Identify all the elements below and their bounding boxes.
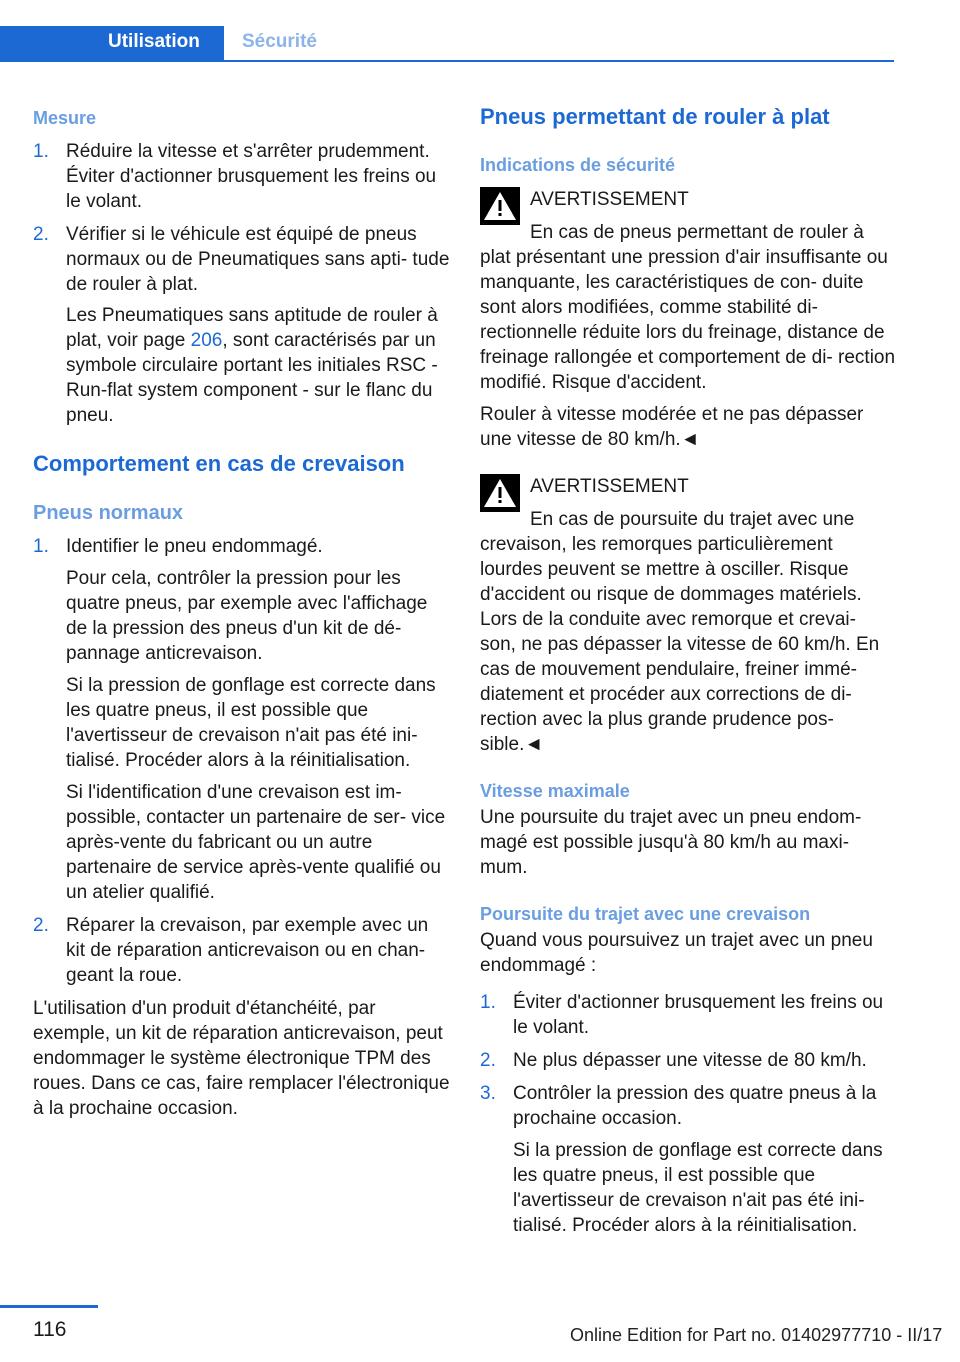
list-subtext: Pour cela, contrôler la pression pour les quatre pneus, par exemple avec l'affichage de la pression des pneus d'un kit de dé‐ pannage anticrevaison.	[66, 568, 428, 664]
section-title: Comportement en cas de crevaison	[33, 451, 405, 476]
list-item	[480, 1081, 896, 1238]
header-divider	[224, 60, 894, 62]
header-tabs	[0, 0, 894, 62]
list-item	[480, 1048, 896, 1073]
right-column	[480, 100, 896, 1238]
list-item	[33, 534, 451, 905]
list-number: 2.	[33, 224, 49, 245]
closing-paragraph: L'utilisation d'un produit d'étanchéité, par exemple, un kit de réparation anticrevaison, peut endommager le système électronique TPM des roues. Dans ce cas, faire remplacer l'électronique à la prochaine occasion.	[33, 998, 450, 1119]
list-number: 1.	[33, 536, 49, 557]
list-subtext: Si l'identification d'une crevaison est im‐ possible, contacter un partenaire de ser‐ vice après-vente du fabricant ou un autre partenaire de service après-vente qualifié ou un atelier qualifié.	[66, 782, 446, 903]
page-number: 116	[33, 1318, 67, 1341]
list-text: Identifier le pneu endommagé.	[66, 536, 323, 557]
list-text: Réparer la crevaison, par exemple avec un kit de réparation anticrevaison ou en chan‐ geant la roue.	[66, 915, 429, 986]
list-number: 3.	[480, 1083, 496, 1104]
warning-triangle-icon	[480, 474, 520, 512]
continue-text: Quand vous poursuivez un trajet avec un pneu endommagé :	[480, 930, 873, 976]
list-subtext: Les Pneumatiques sans aptitude de rouler à plat, voir page 206, sont caractérisés par un symbole circulaire portant les initiales RSC - Run-flat system component - sur le flanc du pneu.	[66, 305, 438, 426]
page-link[interactable]: 206	[190, 330, 223, 351]
warning-block	[480, 474, 896, 757]
list-text: Vérifier si le véhicule est équipé de pneus normaux ou de Pneumatiques sans apti‐ tude de rouler à plat.	[66, 224, 450, 295]
edition-footer: Online Edition for Part no. 01402977710 - II/17	[570, 1325, 943, 1345]
list-subtext: Si la pression de gonflage est correcte dans les quatre pneus, il est possible que l'avertisseur de crevaison n'ait pas été ini‐ tialisé. Procéder alors à la réinitialisation.	[513, 1140, 883, 1236]
warning-triangle-icon	[480, 187, 520, 225]
warning-title: AVERTISSEMENT	[530, 476, 689, 497]
mesure-label: Mesure	[33, 108, 97, 128]
continue-title: Poursuite du trajet avec une crevaison	[480, 904, 811, 924]
list-text: Contrôler la pression des quatre pneus à la prochaine occasion.	[513, 1083, 877, 1129]
list-item	[33, 913, 451, 988]
footer-accent-line	[0, 1305, 98, 1308]
warning-title: AVERTISSEMENT	[530, 189, 689, 210]
list-subtext: Si la pression de gonflage est correcte dans les quatre pneus, il est possible que l'avertisseur de crevaison n'ait pas été ini‐ tialisé. Procéder alors à la réinitialisation.	[66, 675, 436, 771]
list-item	[480, 990, 896, 1040]
vmax-text: Une poursuite du trajet avec un pneu endom‐ magé est possible jusqu'à 80 km/h au maxi‐ mum.	[480, 807, 862, 878]
subsection-title: Pneus normaux	[33, 502, 184, 524]
section-title: Pneus permettant de rouler à plat	[480, 104, 830, 129]
vmax-title: Vitesse maximale	[480, 781, 630, 801]
warning-text: En cas de poursuite du trajet avec une crevaison, les remorques particulièrement lourdes peuvent se mettre à osciller. Risque d'accident ou risque de dommages matériels. Lors de la conduite avec remorque et crevai‐ son, ne pas dépasser la vitesse de 60 km/h. En cas de mouvement pendulaire, freiner immé‐ diatement et procéder aux corrections de di‐ rection avec la plus grande prudence pos‐ sible.◄	[480, 509, 880, 755]
warning-text: En cas de pneus permettant de rouler à plat présentant une pression d'air insuffisante ou manquante, les caractéristiques de con‐ duite sont alors modifiées, comme stabilité di‐ rectionnelle réduite lors du freinage, distance de freinage rallongée et comportement de di‐ rection modifié. Risque d'accident.	[480, 222, 896, 393]
left-column	[33, 100, 451, 1121]
warning-advice: Rouler à vitesse modérée et ne pas dépasser une vitesse de 80 km/h.◄	[480, 404, 864, 450]
list-item	[33, 222, 451, 428]
tab-securite[interactable]: Sécurité	[242, 31, 317, 52]
list-number: 2.	[33, 915, 49, 936]
tab-utilisation[interactable]	[0, 26, 224, 62]
list-number: 1.	[480, 992, 496, 1013]
list-number: 2.	[480, 1050, 496, 1071]
list-text: Éviter d'actionner brusquement les freins ou le volant.	[513, 992, 884, 1038]
tab-utilisation-label: Utilisation	[108, 31, 200, 52]
list-text: Réduire la vitesse et s'arrêter prudemment. Éviter d'actionner brusquement les freins ou le volant.	[66, 141, 437, 212]
list-item	[33, 139, 451, 214]
list-number: 1.	[33, 141, 49, 162]
warning-block	[480, 187, 896, 452]
list-text: Ne plus dépasser une vitesse de 80 km/h.	[513, 1050, 867, 1071]
safety-title: Indications de sécurité	[480, 155, 676, 175]
